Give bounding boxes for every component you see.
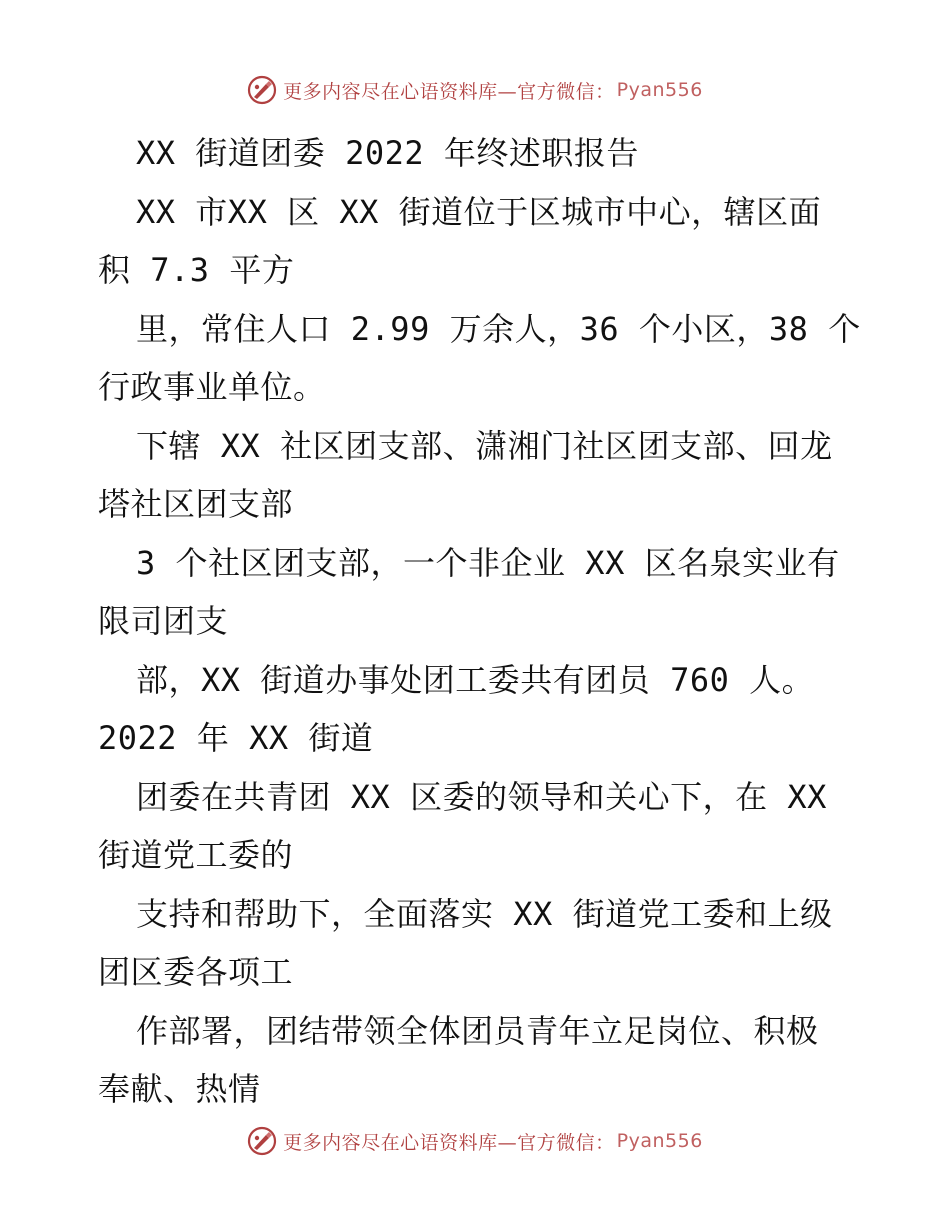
watermark-contact: Pyan556 [616,1130,703,1152]
document-body [98,124,861,1119]
text-line: XX 街道团委 2022 年终述职报告 [136,134,639,172]
text-line: 塔社区团支部 [98,485,294,523]
pen-logo-icon [247,75,277,105]
text-line: 3 个社区团支部，一个非企业 XX 区名泉实业有 [136,543,840,582]
header-watermark [0,70,950,110]
text-line: 支持和帮助下，全面落实 XX 街道党工委和上级 [136,894,833,933]
watermark-text: 更多内容尽在心语资料库—官方微信： [283,80,615,103]
pen-logo-icon [247,1126,277,1156]
text-line: 团委在共青团 XX 区委的领导和关心下，在 XX [136,777,827,816]
text-line: 行政事业单位。 [98,368,326,406]
text-line: 下辖 XX 社区团支部、潇湘门社区团支部、回龙 [136,426,833,465]
text-line: 团区委各项工 [98,953,294,991]
text-line: 限司团支 [98,602,229,640]
footer-watermark [0,1121,950,1161]
text-line: XX 市XX 区 XX 街道位于区城市中心，辖区面 [136,192,822,231]
text-line: 里，常住人口 2.99 万余人，36 个小区，38 个 [136,309,861,348]
text-line: 部，XX 街道办事处团工委共有团员 760 人。 [136,660,815,699]
watermark-contact: Pyan556 [616,79,703,101]
text-line: 积 7.3 平方 [98,251,295,289]
watermark-text: 更多内容尽在心语资料库—官方微信： [283,1131,615,1154]
text-line: 奉献、热情 [98,1070,261,1108]
text-line: 作部署，团结带领全体团员青年立足岗位、积极 [136,1011,819,1050]
text-line: 2022 年 XX 街道 [98,719,374,757]
text-line: 街道党工委的 [98,836,294,874]
